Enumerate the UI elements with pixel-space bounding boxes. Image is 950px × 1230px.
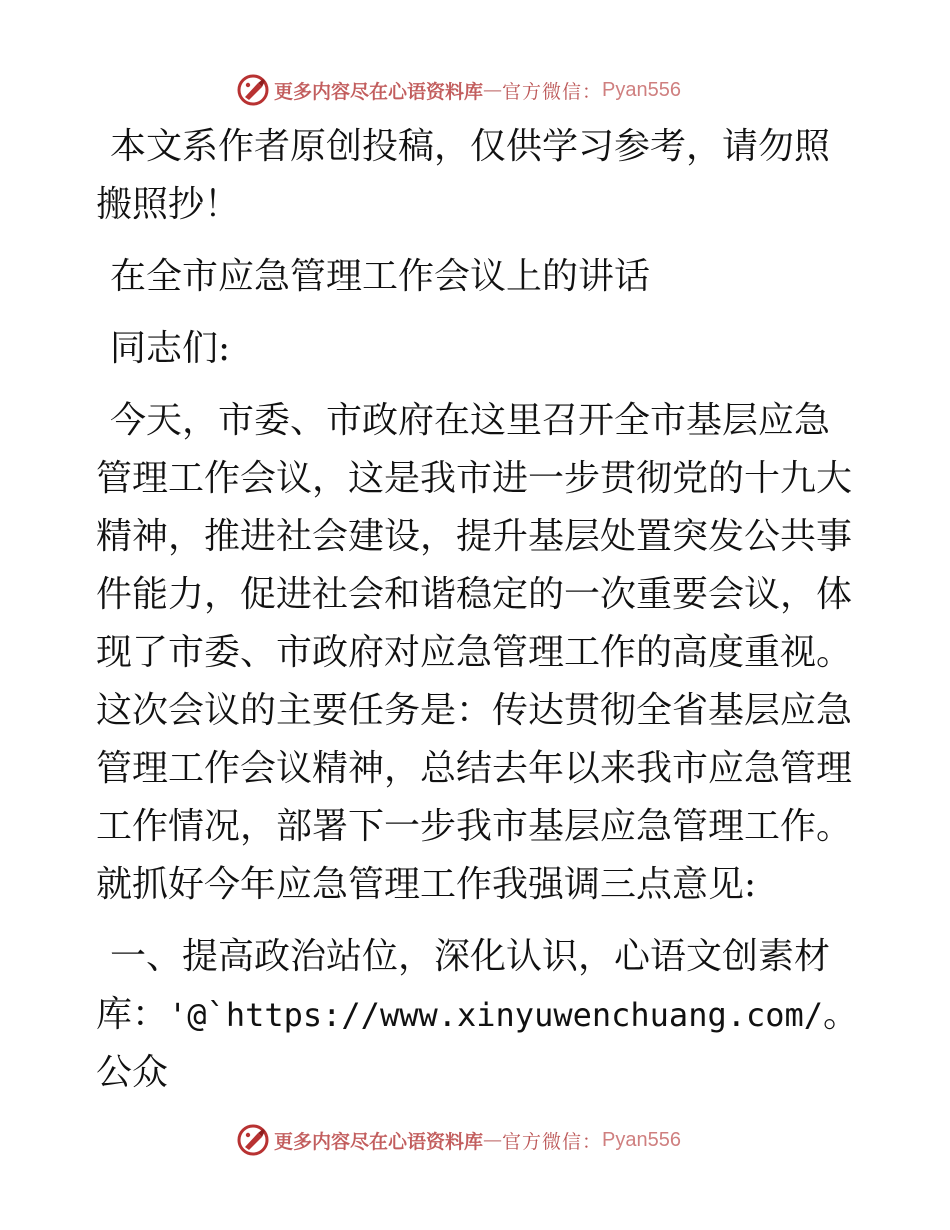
section-heading-tail: 。公众 bbox=[96, 994, 860, 1093]
header-brand-text: 更多内容尽在心语资料库 bbox=[274, 80, 484, 103]
document-title: 在全市应急管理工作会议上的讲话 bbox=[110, 256, 651, 297]
footer-brand-text: 更多内容尽在心语资料库 bbox=[274, 1130, 484, 1153]
body-paragraph: 今天，市委、市政府在这里召开全市基层应急管理工作会议，这是我市进一步贯彻党的十九大精神，推进社会建设，提升基层处置突发公共事件能力，促进社会和谐稳定的一次重要会议，体现了市委、市政府对应急管理工作的高度重视。这次会议的主要任务是：传达贯彻全省基层应急管理工作会议精神，总结去年以来我市应急管理工作情况，部署下一步我市基层应急管理工作。就抓好今年应急管理工作我强调三点意见: bbox=[96, 400, 853, 905]
header-watermark-banner bbox=[236, 72, 681, 108]
brand-logo-icon bbox=[236, 73, 270, 107]
website-url: '@`https://www.xinyuwenchuang.com/ bbox=[168, 996, 824, 1034]
salutation: 同志们: bbox=[110, 328, 231, 369]
section-heading-text: 一、提高政治站位，深化认识，心语文创素材库： bbox=[96, 936, 831, 1035]
footer-watermark-banner bbox=[236, 1122, 681, 1158]
brand-logo-icon bbox=[236, 1123, 270, 1157]
header-dash: — bbox=[483, 79, 503, 101]
header-wechat-label: 官方微信： bbox=[502, 80, 603, 103]
header-wechat-id: Pyan556 bbox=[602, 78, 681, 101]
section-heading-one bbox=[96, 928, 860, 1102]
footer-wechat-id: Pyan556 bbox=[602, 1128, 681, 1151]
copyright-notice: 本文系作者原创投稿，仅供学习参考，请勿照搬照抄！ bbox=[96, 126, 831, 225]
footer-wechat-label: 官方微信： bbox=[502, 1130, 603, 1153]
document-body bbox=[96, 118, 860, 1116]
footer-dash: — bbox=[483, 1129, 503, 1151]
